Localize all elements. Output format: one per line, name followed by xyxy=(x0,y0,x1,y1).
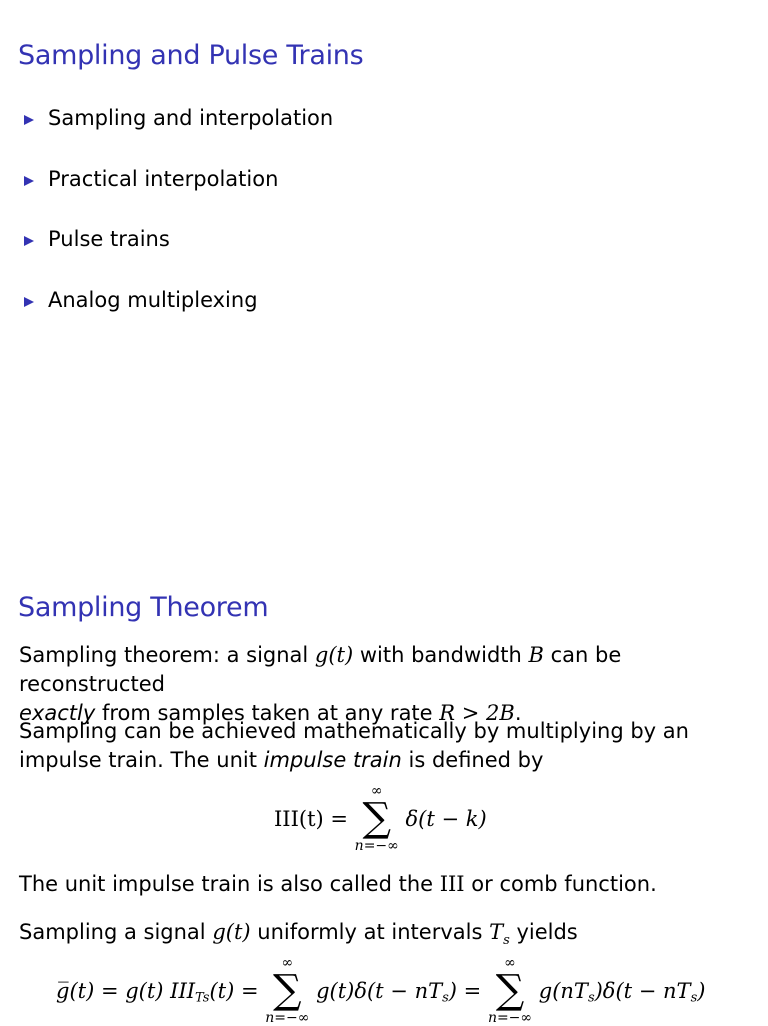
slide-title: Sampling and Pulse Trains xyxy=(18,40,364,71)
equation-rhs: δ(t − k) xyxy=(405,807,487,831)
list-item xyxy=(24,106,333,167)
list-item xyxy=(24,167,333,228)
list-item-text: Analog multiplexing xyxy=(48,287,258,312)
math-subscript: s xyxy=(690,990,698,1006)
sampling-paragraph xyxy=(19,918,739,955)
text-run: Sampling theorem: a signal xyxy=(19,643,315,667)
text-run: Sampling a signal xyxy=(19,920,213,944)
list-item xyxy=(24,227,333,288)
equation-middle-end: ) = xyxy=(448,979,482,1003)
equation-rhs-end: ) xyxy=(697,979,706,1003)
sigma-icon: ∑ xyxy=(273,967,302,1013)
triangle-bullet-icon xyxy=(24,236,34,246)
math-subscript: s xyxy=(587,990,595,1006)
sum-upper-limit: ∞ xyxy=(370,783,383,799)
math-subscript: s xyxy=(442,990,449,1006)
sum-upper-limit: ∞ xyxy=(281,955,294,971)
triangle-bullet-icon xyxy=(24,115,34,125)
equation-middle: g(t)δ(t − nT xyxy=(316,979,443,1003)
math-iii: III xyxy=(439,872,465,896)
text-run: with bandwidth xyxy=(353,643,529,667)
summation xyxy=(355,784,399,854)
summation xyxy=(488,956,532,1026)
sum-lower-limit: n=−∞ xyxy=(265,1010,310,1026)
equation-lhs-end: (t) = xyxy=(209,979,259,1003)
equation-lhs: g̅(t) = g(t) III xyxy=(56,979,196,1003)
math-g-of-t: g(t) xyxy=(212,920,251,944)
section-title: Sampling Theorem xyxy=(18,592,269,623)
text-run: uniformly at intervals xyxy=(250,920,490,944)
text-run: The unit impulse train is also called the xyxy=(19,872,440,896)
comb-paragraph xyxy=(19,870,739,899)
text-run: or comb function. xyxy=(464,872,657,896)
text-run: yields xyxy=(509,920,578,944)
emphasis-impulse-train: impulse train xyxy=(263,748,402,772)
equation-rhs: g(nT xyxy=(538,979,588,1003)
theorem-paragraph xyxy=(19,641,739,728)
equation-rhs: )δ(t − nT xyxy=(594,979,691,1003)
math-period: T xyxy=(489,920,504,944)
emphasis-exactly: exactly xyxy=(19,701,96,725)
summation xyxy=(265,956,309,1026)
impulse-train-paragraph xyxy=(19,717,739,775)
equation-sampled-signal xyxy=(56,956,705,1026)
equation-impulse-train xyxy=(274,784,487,854)
list-item-text: Pulse trains xyxy=(48,227,170,251)
text-run: from samples taken at any rate xyxy=(95,701,440,725)
equation-lhs: III(t) = xyxy=(274,807,348,831)
sum-upper-limit: ∞ xyxy=(504,955,516,971)
list-item-text: Practical interpolation xyxy=(48,166,279,191)
text-run: is defined by xyxy=(401,748,544,772)
math-g-of-t: g(t) xyxy=(314,643,354,667)
sigma-icon: ∑ xyxy=(495,967,525,1013)
math-rate: R > 2B xyxy=(439,701,515,725)
sum-lower-limit: n=−∞ xyxy=(354,838,399,854)
text-run: . xyxy=(514,701,522,725)
text-run: Sampling can be achieved mathematically by multiplying by an impulse train. The unit xyxy=(19,719,689,772)
triangle-bullet-icon xyxy=(24,297,34,307)
list-item xyxy=(24,288,333,349)
math-bandwidth: B xyxy=(528,643,544,667)
sum-lower-limit: n=−∞ xyxy=(487,1010,533,1026)
math-subscript: Ts xyxy=(195,990,210,1006)
text-run: can be reconstructed xyxy=(19,643,622,696)
outline-list xyxy=(24,106,333,348)
math-subscript: s xyxy=(503,933,510,949)
triangle-bullet-icon xyxy=(24,176,34,186)
sigma-icon: ∑ xyxy=(362,795,392,841)
list-item-text: Sampling and interpolation xyxy=(48,106,334,130)
